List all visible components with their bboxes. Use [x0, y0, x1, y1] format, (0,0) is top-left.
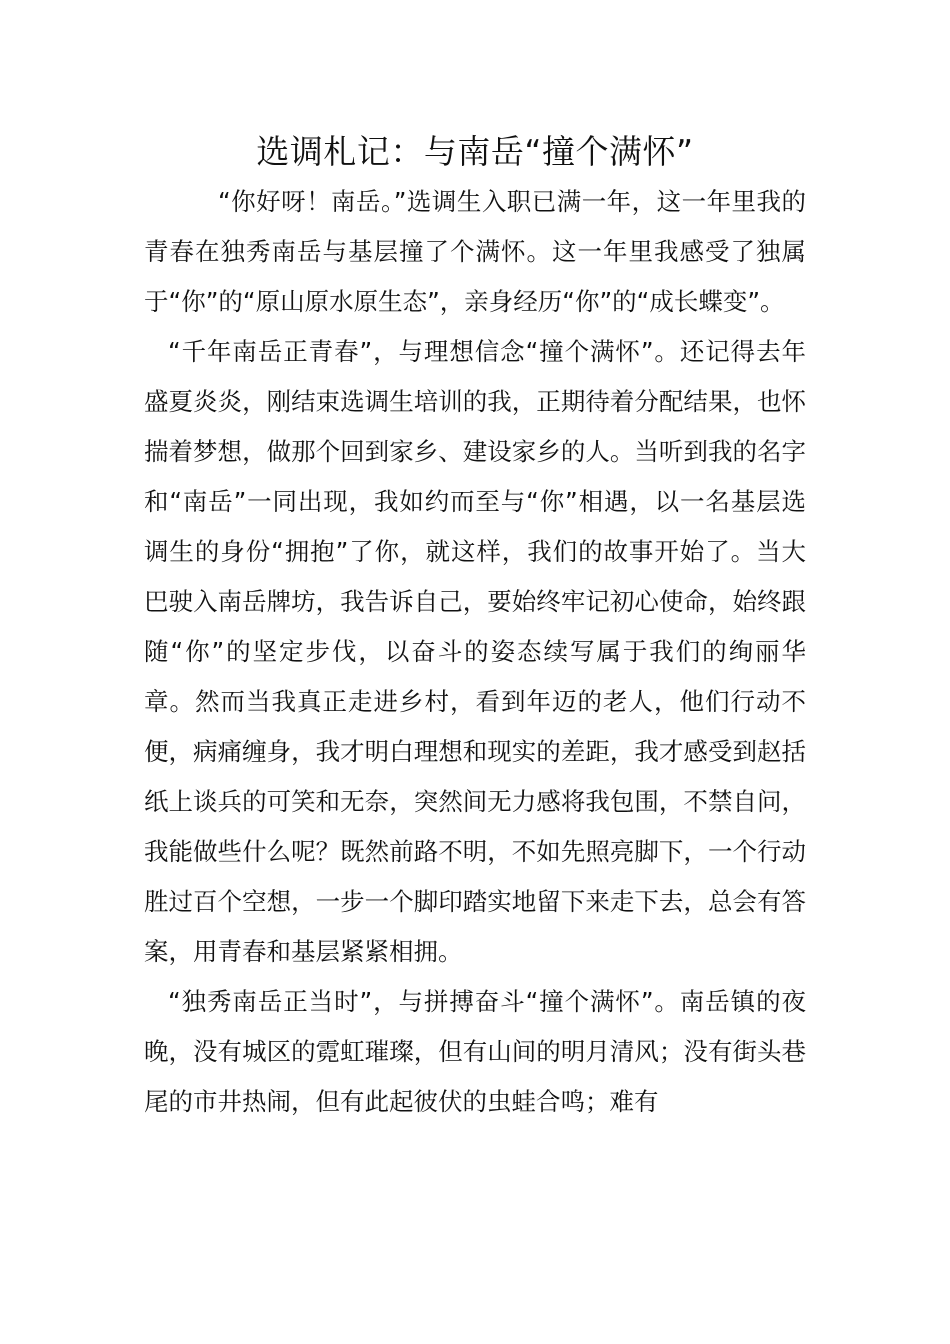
paragraph-intro: “你好呀！南岳。”选调生入职已满一年，这一年里我的青春在独秀南岳与基层撞了个满怀。这一年里我感受了独属于“你”的“原山原水原生态”，亲身经历“你”的“成长蝶变”。 — [144, 187, 806, 316]
document-title: 选调札记：与南岳“撞个满怀” — [256, 132, 694, 171]
paragraph-striving: “独秀南岳正当时”，与拼搏奋斗“撞个满怀”。南岳镇的夜晚，没有城区的霓虹璀璨，但有山间的明月清风；没有街头巷尾的市井热闹，但有此起彼伏的虫蛙合鸣；难有 — [144, 987, 806, 1116]
paragraph-ideals: “千年南岳正青春”，与理想信念“撞个满怀”。还记得去年盛夏炎炎，刚结束选调生培训的我，正期待着分配结果，也怀揣着梦想，做那个回到家乡、建设家乡的人。当听到我的名字和“南岳”一同出现，我如约而至与“你”相遇，以一名基层选调生的身份“拥抱”了你，就这样，我们的故事开始了。当大巴驶入南岳牌坊，我告诉自己，要始终牢记初心使命，始终跟随“你”的坚定步伐，以奋斗的姿态续写属于我们的绚丽华章。然而当我真正走进乡村，看到年迈的老人，他们行动不便，病痛缠身，我才明白理想和现实的差距，我才感受到赵括纸上谈兵的可笑和无奈，突然间无力感将我包围，不禁自问，我能做些什么呢？既然前路不明，不如先照亮脚下，一个行动胜过百个空想，一步一个脚印踏实地留下来走下去，总会有答案，用青春和基层紧紧相拥。 — [144, 337, 806, 966]
